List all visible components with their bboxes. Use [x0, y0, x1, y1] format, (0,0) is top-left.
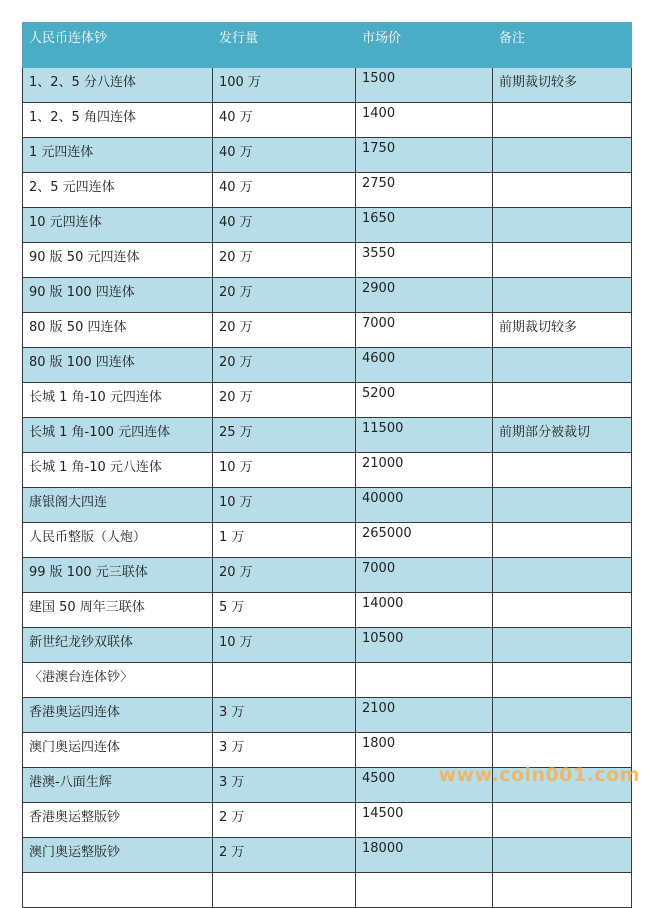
- cell-remarks: [493, 873, 632, 908]
- cell-circulation: 3 万: [213, 698, 356, 733]
- cell-market-price: 1800: [356, 733, 493, 768]
- cell-name: 1 元四连体: [23, 138, 213, 173]
- cell-circulation: 2 万: [213, 838, 356, 873]
- table-row: [23, 68, 632, 103]
- table-row: [23, 278, 632, 313]
- cell-market-price: [356, 663, 493, 698]
- cell-name: 80 版 100 四连体: [23, 348, 213, 383]
- cell-market-price: 1650: [356, 208, 493, 243]
- header-remarks: 备注: [493, 23, 632, 68]
- cell-market-price: 14000: [356, 593, 493, 628]
- header-circulation: 发行量: [213, 23, 356, 68]
- cell-name: 90 版 100 四连体: [23, 278, 213, 313]
- cell-market-price: 2100: [356, 698, 493, 733]
- header-market-price: 市场价: [356, 23, 493, 68]
- cell-remarks: [493, 243, 632, 278]
- table-row: [23, 348, 632, 383]
- cell-remarks: [493, 138, 632, 173]
- cell-circulation: 40 万: [213, 208, 356, 243]
- cell-market-price: 11500: [356, 418, 493, 453]
- table-row: [23, 488, 632, 523]
- cell-name: 2、5 元四连体: [23, 173, 213, 208]
- cell-circulation: 10 万: [213, 628, 356, 663]
- cell-name: [23, 873, 213, 908]
- table-row: [23, 558, 632, 593]
- cell-market-price: 21000: [356, 453, 493, 488]
- cell-circulation: 40 万: [213, 138, 356, 173]
- cell-circulation: 20 万: [213, 558, 356, 593]
- cell-circulation: 40 万: [213, 103, 356, 138]
- table-row: [23, 138, 632, 173]
- table-row: [23, 243, 632, 278]
- table-header-row: [23, 23, 632, 68]
- cell-circulation: 3 万: [213, 733, 356, 768]
- cell-circulation: 40 万: [213, 173, 356, 208]
- cell-remarks: 前期裁切较多: [493, 68, 632, 103]
- cell-circulation: 5 万: [213, 593, 356, 628]
- table-row: [23, 453, 632, 488]
- cell-remarks: [493, 348, 632, 383]
- cell-market-price: 4600: [356, 348, 493, 383]
- cell-remarks: [493, 173, 632, 208]
- cell-remarks: [493, 663, 632, 698]
- cell-circulation: 100 万: [213, 68, 356, 103]
- cell-circulation: 3 万: [213, 768, 356, 803]
- cell-circulation: 20 万: [213, 243, 356, 278]
- cell-market-price: 1750: [356, 138, 493, 173]
- cell-market-price: 1400: [356, 103, 493, 138]
- cell-remarks: [493, 488, 632, 523]
- cell-market-price: 2900: [356, 278, 493, 313]
- cell-market-price: 5200: [356, 383, 493, 418]
- cell-remarks: [493, 628, 632, 663]
- cell-circulation: 20 万: [213, 313, 356, 348]
- cell-remarks: [493, 838, 632, 873]
- cell-circulation: 20 万: [213, 383, 356, 418]
- cell-remarks: [493, 208, 632, 243]
- cell-name: 1、2、5 角四连体: [23, 103, 213, 138]
- cell-name: 99 版 100 元三联体: [23, 558, 213, 593]
- cell-name: 港澳-八面生辉: [23, 768, 213, 803]
- cell-remarks: [493, 453, 632, 488]
- cell-remarks: [493, 103, 632, 138]
- table-row: [23, 873, 632, 908]
- cell-circulation: 10 万: [213, 453, 356, 488]
- table-row: [23, 418, 632, 453]
- table-row: [23, 173, 632, 208]
- table-row: [23, 523, 632, 558]
- cell-market-price: 10500: [356, 628, 493, 663]
- cell-remarks: 前期裁切较多: [493, 313, 632, 348]
- cell-market-price: 2750: [356, 173, 493, 208]
- cell-name: 长城 1 角-10 元四连体: [23, 383, 213, 418]
- cell-name: 10 元四连体: [23, 208, 213, 243]
- cell-name: 长城 1 角-10 元八连体: [23, 453, 213, 488]
- table-row: [23, 698, 632, 733]
- cell-circulation: 2 万: [213, 803, 356, 838]
- header-name: 人民币连体钞: [23, 23, 213, 68]
- cell-market-price: 1500: [356, 68, 493, 103]
- cell-name: 90 版 50 元四连体: [23, 243, 213, 278]
- cell-circulation: 25 万: [213, 418, 356, 453]
- site-watermark: www.coin001.com: [438, 764, 640, 786]
- table-row: [23, 628, 632, 663]
- table-row: [23, 208, 632, 243]
- cell-market-price: 14500: [356, 803, 493, 838]
- cell-market-price: 4500: [356, 768, 493, 803]
- cell-name: 人民币整版（人炮）: [23, 523, 213, 558]
- cell-market-price: 3550: [356, 243, 493, 278]
- cell-name: 澳门奥运四连体: [23, 733, 213, 768]
- cell-circulation: 20 万: [213, 348, 356, 383]
- cell-remarks: [493, 558, 632, 593]
- cell-name: 建国 50 周年三联体: [23, 593, 213, 628]
- cell-name: 香港奥运整版钞: [23, 803, 213, 838]
- cell-market-price: 7000: [356, 313, 493, 348]
- cell-circulation: 1 万: [213, 523, 356, 558]
- cell-market-price: 40000: [356, 488, 493, 523]
- cell-name: 80 版 50 四连体: [23, 313, 213, 348]
- cell-market-price: 7000: [356, 558, 493, 593]
- cell-circulation: [213, 873, 356, 908]
- cell-name: 新世纪龙钞双联体: [23, 628, 213, 663]
- cell-market-price: 265000: [356, 523, 493, 558]
- cell-circulation: [213, 663, 356, 698]
- table-row: [23, 103, 632, 138]
- cell-name: 澳门奥运整版钞: [23, 838, 213, 873]
- cell-name: 康银阁大四连: [23, 488, 213, 523]
- cell-name: 长城 1 角-100 元四连体: [23, 418, 213, 453]
- table-row: [23, 313, 632, 348]
- cell-remarks: [493, 698, 632, 733]
- table-row: [23, 838, 632, 873]
- cell-name: 1、2、5 分八连体: [23, 68, 213, 103]
- cell-remarks: [493, 593, 632, 628]
- cell-circulation: 10 万: [213, 488, 356, 523]
- cell-market-price: 18000: [356, 838, 493, 873]
- table-row: [23, 383, 632, 418]
- table-row: [23, 803, 632, 838]
- cell-name: 香港奥运四连体: [23, 698, 213, 733]
- cell-market-price: [356, 873, 493, 908]
- cell-remarks: [493, 278, 632, 313]
- cell-remarks: [493, 733, 632, 768]
- cell-remarks: [493, 803, 632, 838]
- table-row: [23, 593, 632, 628]
- cell-remarks: [493, 523, 632, 558]
- cell-name: 〈港澳台连体钞〉: [23, 663, 213, 698]
- table-row: [23, 663, 632, 698]
- table-row: [23, 733, 632, 768]
- cell-remarks: [493, 383, 632, 418]
- cell-circulation: 20 万: [213, 278, 356, 313]
- cell-remarks: 前期部分被裁切: [493, 418, 632, 453]
